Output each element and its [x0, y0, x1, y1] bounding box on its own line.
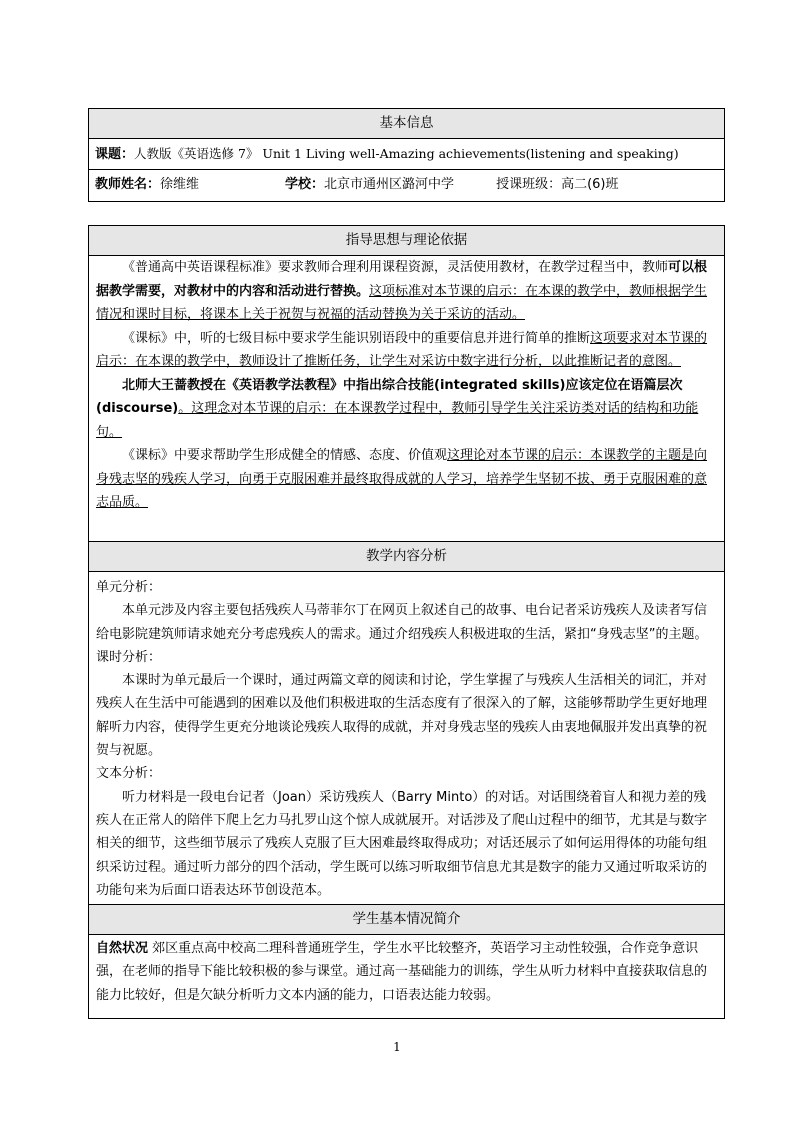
- unit-analysis-title: 单元分析：: [96, 580, 162, 595]
- topic-row: [89, 139, 724, 170]
- class-value: 高二(6)班: [561, 177, 619, 192]
- teacher-value: 徐维维: [160, 177, 200, 192]
- school-value: 北京市通州区潞河中学: [324, 177, 455, 192]
- theory-body: [89, 256, 724, 542]
- theory-p1-bold: 可以根据教学需要，对教材中的内容和活动进行替换。: [96, 260, 708, 299]
- theory-p1-text: 《普通高中英语课程标准》要求教师合理利用课程资源，灵活使用教材，在教学过程当中，教师: [122, 260, 669, 275]
- theory-p2-text: 《课标》中，听的七级目标中要求学生能识别语段中的重要信息并进行简单的推断: [122, 330, 591, 346]
- unit-analysis-text: 本单元涉及内容主要包括残疾人马蒂菲尔丁在网页上叙述自己的故事、电台记者采访残疾人及读者写信给电影院建筑师请求她充分考虑残疾人的需求。通过介绍残疾人积极进取的生活，紧扣“身残志坚”的主题。: [96, 603, 708, 642]
- theory-p3-underline: 。这理念对本节课的启示：在本课教学过程中，教师引导学生关注采访类对话的结构和功能句。: [96, 401, 699, 440]
- theory-p1-underline: 这项标准对本节课的启示：在本课的教学中，教师根据学生情况和课时目标，将课本上关于祝贺与祝福的活动替换为关于采访的活动。: [96, 283, 708, 322]
- theory-paragraph-4: [96, 444, 717, 515]
- topic-label: 课题：: [95, 147, 135, 162]
- theory-paragraph-1: [96, 256, 717, 327]
- text-analysis-text: 听力材料是一段电台记者（Joan）采访残疾人（Barry Minto）的对话。对话围绕着盲人和视力差的残疾人在正常人的陪伴下爬上乞力马扎罗山这个惊人成就展开。对话涉及了爬山过程中的细节，尤其是与数字相关的细节，这些细节展示了残疾人克服了巨大困难最终取得成功；对话还展示了如何运用得体的功能句组织采访过程。通过听力部分的四个活动，学生既可以练习听取细节信息尤其是数字的能力又通过听取采访的功能句来为后面口语表达环节创设范本。: [96, 789, 708, 898]
- content-header: 教学内容分析: [89, 542, 724, 572]
- page-number: 1: [393, 1040, 401, 1054]
- students-text: 郊区重点高中校高二理科普通班学生，学生水平比较整齐，英语学习主动性较强，合作竞争意识强，在老师的指导下能比较积极的参与课堂。通过高一基础能力的训练，学生从听力材料中直接获取信息的能力比较好，但是欠缺分析听力文本内涵的能力，口语表达能力较弱。: [96, 941, 708, 1003]
- teacher-row: [89, 170, 724, 201]
- school-label: 学校：: [285, 177, 325, 192]
- lesson-analysis-title: 课时分析：: [96, 649, 162, 665]
- students-label: 自然状况: [96, 941, 149, 956]
- theory-table: [88, 225, 725, 1019]
- theory-paragraph-3: [96, 374, 717, 445]
- theory-header: 指导思想与理论依据: [89, 226, 724, 256]
- basic-info-table: [88, 108, 725, 202]
- basic-info-header: 基本信息: [89, 109, 724, 139]
- teacher-label: 教师姓名：: [95, 177, 161, 192]
- theory-p4-text: 《课标》中要求帮助学生形成健全的情感、态度、价值观: [122, 448, 448, 463]
- theory-p2-underline: 这项要求对本节课的启示：在本课的教学中，教师设计了推断任务，让学生对采访中数字进行分析，以此推断记者的意图。: [96, 330, 708, 369]
- lesson-analysis-text: 本课时为单元最后一个课时，通过两篇文章的阅读和讨论，学生掌握了与残疾人生活相关的词汇，并对残疾人在生活中可能遇到的困难以及他们积极进取的生活态度有了很深入的了解，这能够帮助学生更好地理解听力内容，使得学生更充分地谈论残疾人取得的成就，并对身残志坚的残疾人由衷地佩服并发出真挚的祝贺与祝愿。: [96, 673, 708, 759]
- students-body: [89, 935, 724, 1018]
- theory-p4-underline: 这理论对本节课的启示：本课教学的主题是向身残志坚的残疾人学习，向勇于克服困难并最终取得成就的人学习，培养学生坚韧不拔、勇于克服困难的意志品质。: [96, 448, 708, 510]
- class-label: 授课班级：: [496, 177, 562, 192]
- students-header: 学生基本情况简介: [89, 905, 724, 935]
- theory-p3-bold: 北师大王蔷教授在《英语教学法教程》中指出综合技能(integrated skills)应该定位在语篇层次(discourse): [96, 377, 683, 416]
- theory-paragraph-2: [96, 327, 717, 374]
- content-body: [89, 572, 724, 905]
- topic-value: 人教版《英语选修 7》 Unit 1 Living well-Amazing achievements(listening and speaking): [134, 146, 679, 161]
- text-analysis-title: 文本分析：: [96, 766, 162, 782]
